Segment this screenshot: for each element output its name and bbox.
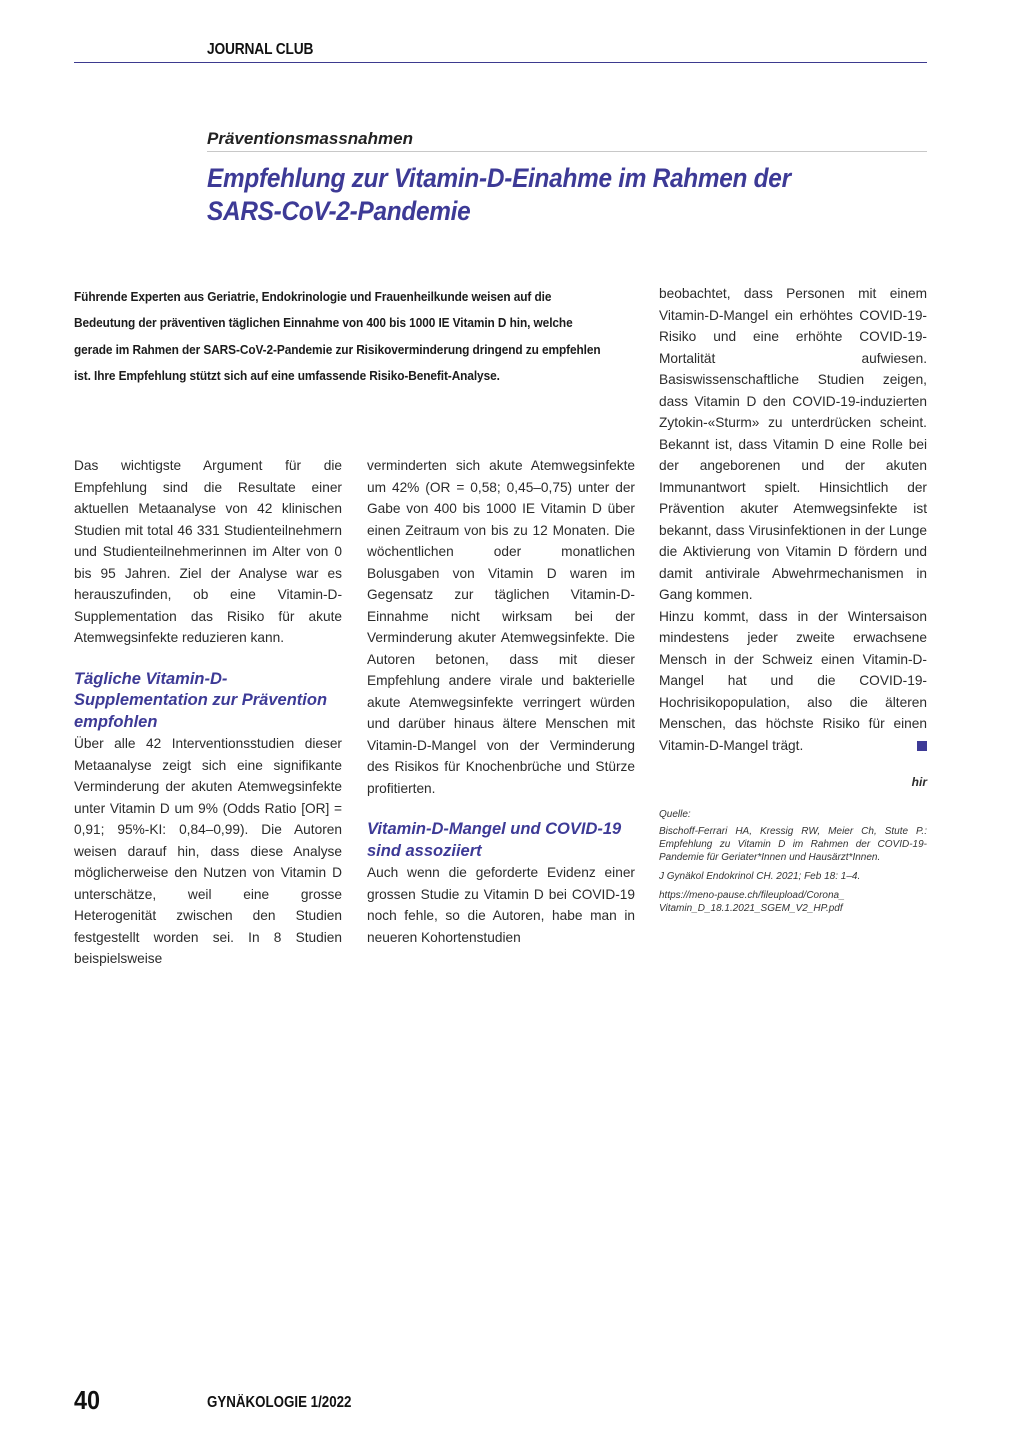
body-column-1: [74, 455, 342, 970]
body-text: Hinzu kommt, dass in der Wintersaison mindestens jeder zweite erwachsene Mensch in der Schweiz einen Vitamin-D-Mangel hat und die COVID-19-Hochrisikopopulation, also die älteren Menschen, das höchste Risiko für einen Vitamin-D-Mangel trägt.: [659, 608, 927, 753]
body-paragraph: [659, 606, 927, 757]
body-column-3: [659, 283, 927, 921]
article-title: [207, 162, 851, 228]
page-number: 40: [74, 1385, 101, 1415]
end-of-article-mark: [917, 741, 927, 751]
article-lead: Führende Experten aus Geriatrie, Endokrinologie und Frauenheilkunde weisen auf die Bedeutung der präventiven täglichen Einnahme von 400 bis 1000 IE Vitamin D hin, welche gerade im Rahmen der SARS-CoV-2-Pandemie zur Risikoverminderung dringend zu empfehlen ist. Ihre Empfehlung stützt sich auf eine umfassende Risiko-Benefit-Analyse.: [74, 289, 601, 383]
source-block: [659, 808, 927, 915]
author-initials: hir: [911, 775, 927, 789]
journal-issue: GYNÄKOLOGIE 1/2022: [207, 1394, 352, 1411]
body-paragraph: Das wichtigste Argument für die Empfehlung sind die Resultate einer aktuellen Metaanalyse von 42 klinischen Studien mit total 46 331 Studienteilnehmern und Studienteilnehmerinnen im Alter von 0 bis 95 Jahren. Ziel der Analyse war es herauszufinden, ob eine Vitamin-D-Supplementation das Risiko für akute Atemwegsinfekte reduzieren kann.: [74, 458, 342, 645]
body-paragraph: Auch wenn die geforderte Evidenz einer grossen Studie zu Vitamin D bei COVID-19 noch fehle, so die Autoren, habe man in neueren Kohortenstudien: [367, 865, 635, 945]
header-divider: [74, 62, 927, 63]
article-title-line2: SARS-CoV-2-Pandemie: [207, 196, 471, 226]
source-reference: Bischoff-Ferrari HA, Kressig RW, Meier Ch, Stute P.: Empfehlung zu Vitamin D im Rahmen der COVID-19-Pandemie für Geriater*Innen und Hausärzt*Innen.: [659, 825, 927, 863]
body-paragraph: verminderten sich akute Atemwegsinfekte um 42% (OR = 0,58; 0,45–0,75) unter der Gabe von 400 bis 1000 IE Vitamin D über einen Zeitraum von bis zu 12 Monaten. Die wöchentlichen oder monatlichen Bolusgaben von Vitamin D waren im Gegensatz zur täglichen Vitamin-D-Einnahme nicht wirksam bei der Verminderung akuter Atemwegsinfekte. Die Autoren betonen, dass mit dieser Empfehlung andere virale und bakterielle akute Atemwegsinfekte verringert würden und darüber hinaus ältere Menschen mit Vitamin-D-Mangel von der Verminderung des Risikos für Knochenbrüche und Stürze profitierten.: [367, 458, 635, 796]
article-title-line1: Empfehlung zur Vitamin-D-Einahme im Rahmen der: [207, 163, 791, 193]
body-paragraph: beobachtet, dass Personen mit einem Vitamin-D-Mangel ein erhöhtes COVID-19-Risiko und eine erhöhte COVID-19-Mortalität aufwiesen. Basiswissenschaftliche Studien zeigen, dass Vitamin D den COVID-19-induzierten Zytokin-«Sturm» zu unterdrücken scheint. Bekannt ist, dass Vitamin D eine Rolle bei der angeborenen und der akuten Immunantwort spielt. Hinsichtlich der Prävention akuter Atemwegsinfekte ist bekannt, dass Virusinfektionen in der Lunge die Aktivierung von Vitamin D fördern und damit antivirale Abwehrmechanismen in Gang kommen.: [659, 286, 927, 602]
body-paragraph: Über alle 42 Interventionsstudien dieser Metaanalyse zeigt sich eine signifikante Verminderung der akuten Atemwegsinfekte unter Vitamin D um 9% (Odds Ratio [OR] = 0,91; 95%-KI: 0,84–0,99). Die Autoren weisen darauf hin, dass diese Analyse möglicherweise den Nutzen von Vitamin D unterschätze, weil eine grosse Heterogenität zwischen den Studien festgestellt worden sei. In 8 Studien beispielsweise: [74, 736, 342, 966]
section-label: JOURNAL CLUB: [207, 41, 314, 58]
source-url[interactable]: https://meno-pause.ch/fileupload/Corona_ Vitamin_D_18.1.2021_SGEM_V2_HP.pdf: [659, 889, 845, 914]
subheading: Vitamin-D-Mangel und COVID-19 sind assoziiert: [367, 820, 622, 860]
source-journal: J Gynäkol Endokrinol CH. 2021; Feb 18: 1–4.: [659, 870, 861, 882]
article-kicker: Präventionsmassnahmen: [207, 129, 413, 148]
kicker-divider: [207, 151, 927, 152]
subheading: Tägliche Vitamin-D-Supplementation zur Prävention empfohlen: [74, 669, 328, 731]
body-column-2: [367, 455, 635, 948]
source-label: Quelle:: [659, 808, 691, 820]
